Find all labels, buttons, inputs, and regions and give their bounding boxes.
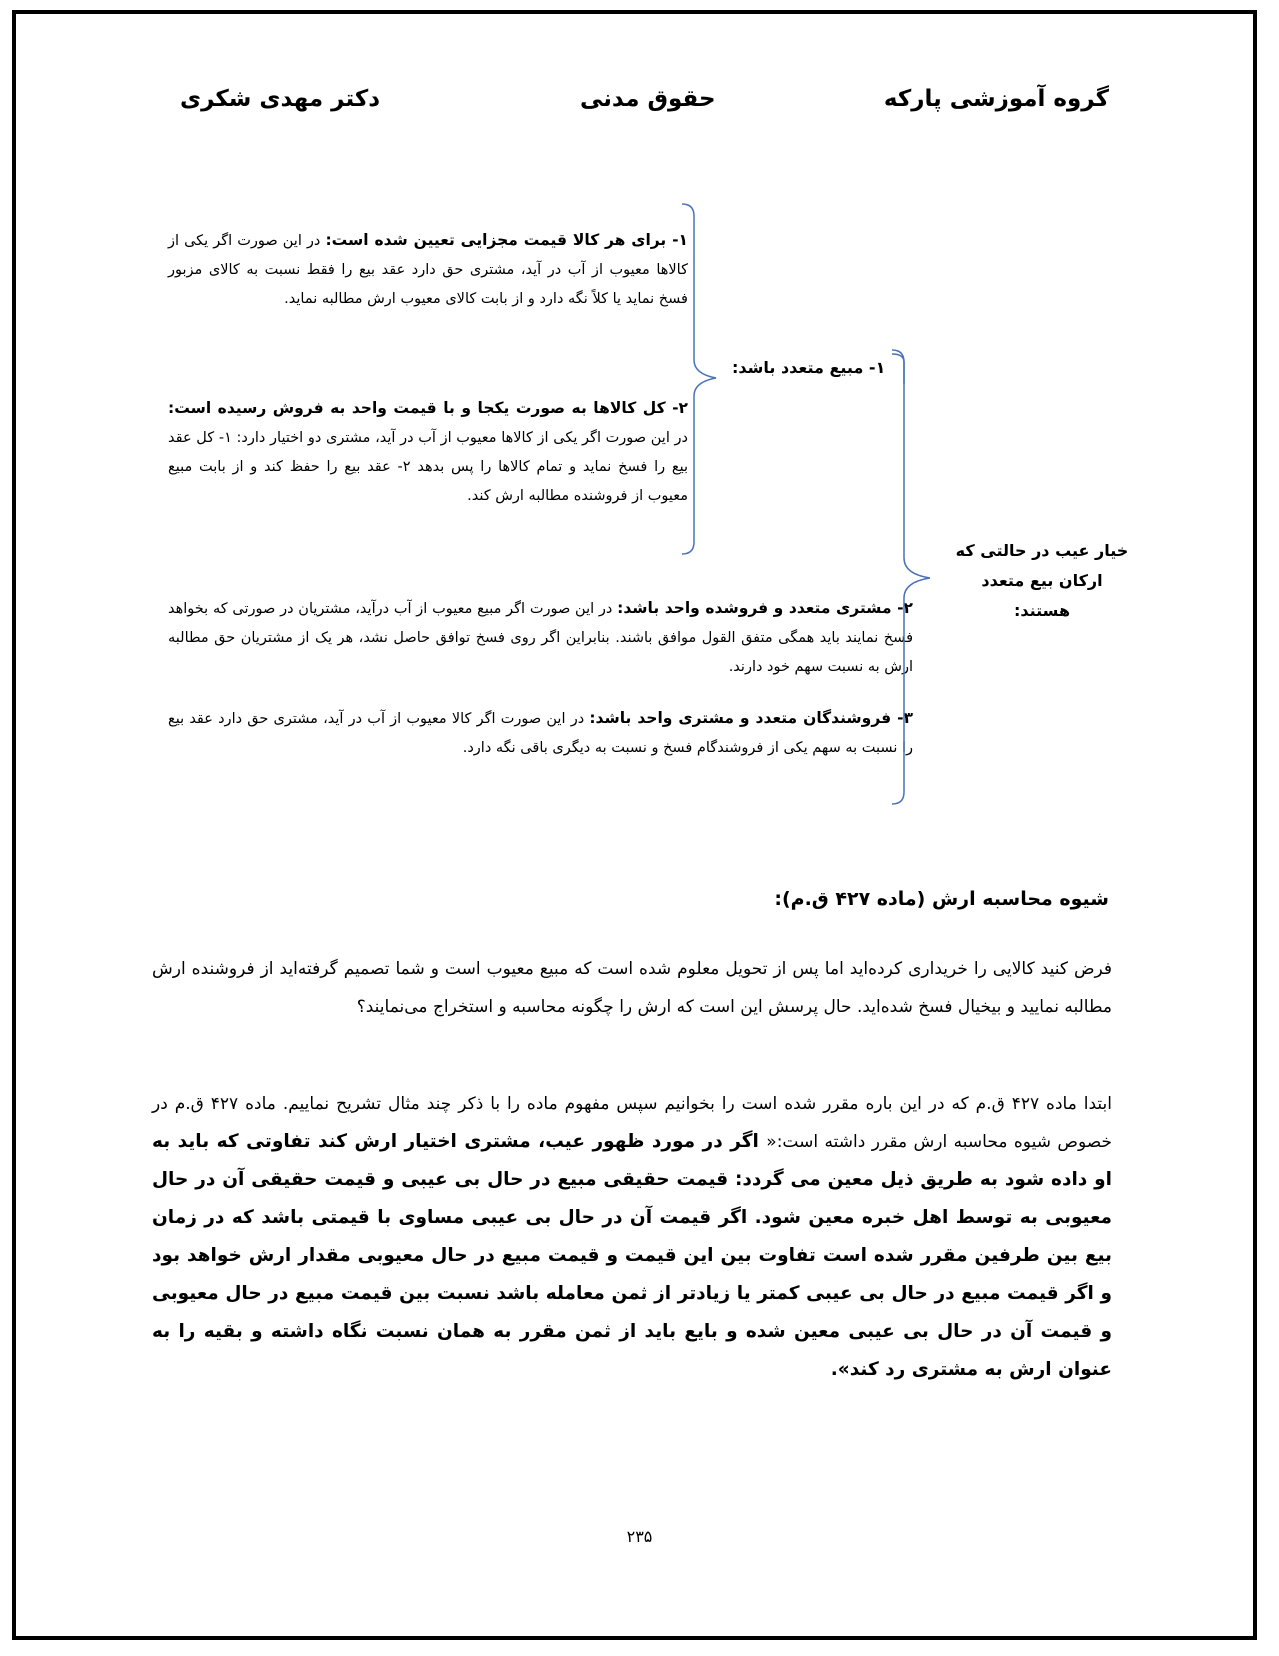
outer-label: خیار عیب در حالتی که ارکان بیع متعدد هستند: [955,541,1129,620]
case1-label: ۱- مبیع متعدد باشد: [732,358,886,377]
section-title: شیوه محاسبه ارش (ماده ۴۲۷ ق.م): [774,888,1109,910]
paragraph-1: فرض کنید کالایی را خریداری کرده‌اید اما پس از تحویل معلوم شده است که مبیع معیوب است و شما تصمیم گرفته‌اید از فروشنده ارش مطالبه نمایید و بیخیال فسخ شده‌اید. حال پرسش این است که ارش را چگونه محاسبه و استخراج می‌نمایند؟ [152,959,1112,1017]
case1-a-title: ۱- برای هر کالا قیمت مجزایی تعیین شده است: [325,231,688,249]
case1-b-text [168,394,688,511]
case1-a-body: در این صورت اگر یکی از کالاها معیوب از آب در آید، مشتری حق دارد عقد بیع را فقط نسبت به کالای مزبور فسخ نماید یا کلاً نگه دارد و از بابت کالای معیوب ارش مطالبه نماید. [168,233,688,307]
paragraph-2-quote: اگر در مورد ظهور عیب، مشتری اختیار ارش کند تفاوتی که باید به او داده شود به طریق ذیل معین می گردد: قیمت حقیقی مبیع در حال بی عیبی و قیمت حقیقی آن در حال معیوبی به توسط اهل خبره معین شود. اگر قیمت آن در حال بی عیبی مساوی با قیمتی باشد که در زمان بیع بین طرفین مقرر شده است تفاوت بین این قیمت و قیمت مبیع در حال معیوبی مقدار ارش خواهد بود و اگر قیمت مبیع در حال بی عیبی کمتر یا زیادتر از ثمن معامله باشد نسبت بین قیمت مبیع در حال معیوبی و قیمت آن در حال بی عیبی معین شده و بایع باید از ثمن مقرر به همان نسبت نگاه داشته و بقیه را به عنوان ارش به مشتری رد کند». [152,1131,1112,1380]
case2-title: ۲- مشتری متعدد و فروشده واحد باشد: [617,599,913,617]
case3-body: در این صورت اگر کالا معیوب از آب در آید، مشتری حق دارد عقد بیع را نسبت به سهم یکی از فروشندگام فسخ و نسبت به دیگری باقی نگه دارد. [168,711,913,756]
header-subject: حقوق مدنی [580,86,716,112]
inner-brace [680,202,720,562]
paragraph-2-intro: ابتدا ماده ۴۲۷ ق.م که در این باره مقرر شده است را بخوانیم سپس مفهوم ماده را با ذکر چند مثال تشریح نماییم. ماده ۴۲۷ ق.م در خصوص شیوه محاسبه ارش مقرر داشته است:« [152,1094,1112,1152]
case3-title: ۳- فروشندگان متعدد و مشتری واحد باشد: [589,709,913,727]
header-publisher: گروه آموزشی پارکه [883,86,1109,112]
header-author: دکتر مهدی شکری [180,86,381,112]
outer-brace [890,348,940,808]
case3-text [168,704,913,763]
paragraph-2 [152,1085,1112,1389]
case1-b-title: ۲- کل کالاها به صورت یکجا و با قیمت واحد به فروش رسیده است: [168,399,688,417]
case2-text [168,594,913,682]
case2-body: در این صورت اگر مبیع معیوب از آب درآید، مشتریان در صورتی که بخواهد فسخ نمایند باید همگی متفق القول موافق باشند. بنابراین اگر روی فسخ توافق حاصل نشد، هر یک از مشتریان حق مطالبه ارش به نسبت سهم خود دارند. [168,601,913,675]
case1-b-body: در این صورت اگر یکی از کالاها معیوب از آب در آید، مشتری دو اختیار دارد: ۱- کل عقد بیع را فسخ نماید و تمام کالاها را پس بدهد ۲- عقد بیع را حفظ کند و از بابت مبیع معیوب از فروشنده مطالبه ارش کند. [168,430,689,504]
page-number: ۲۳۵ [626,1527,653,1546]
case1-a-text [168,226,688,314]
